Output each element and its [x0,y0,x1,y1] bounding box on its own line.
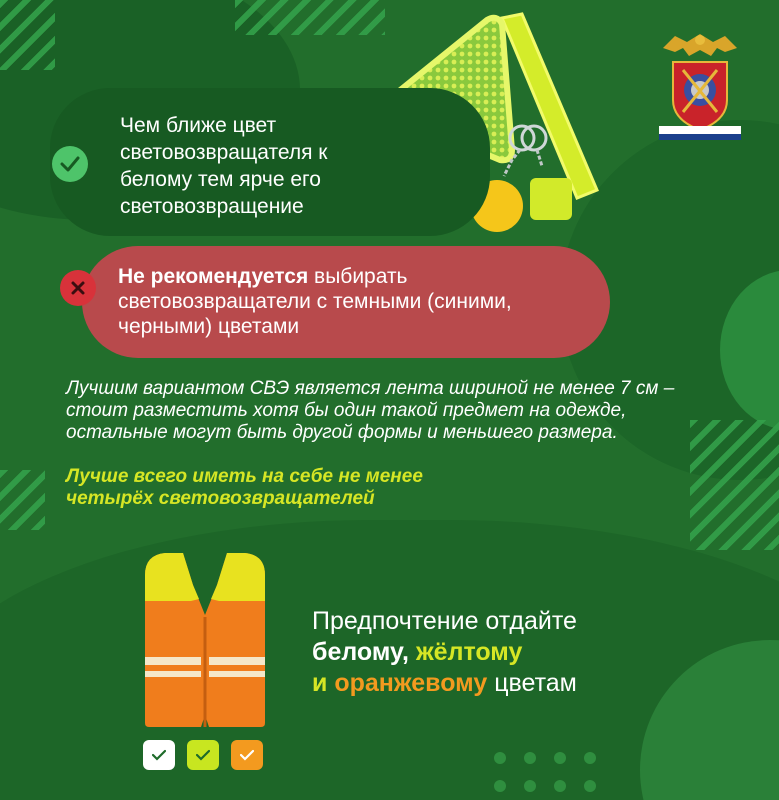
swatch-orange [231,740,263,770]
preference-line3 [312,668,692,699]
info-highlight: Лучше всего иметь на себе не менее четырёх световозвращателей [66,466,423,509]
check-icon [52,146,88,182]
stripes-left-mid [0,470,45,530]
tip-bad-text [118,264,518,339]
preference-white: белому, [312,638,409,666]
reflective-vest-icon [135,545,275,730]
preference-tail: цветам [494,669,577,697]
preference-line2 [312,637,692,668]
preference-text [312,606,692,699]
swatch-white [143,740,175,770]
tip-good-text: Чем ближе цвет световозвращателя к белому тем ярче его световозвращение [120,114,328,218]
tip-bad-rest: выбирать световозвращатели с темными (синими, черными) цветами [118,265,512,338]
tip-bad-bold: Не рекомендуется [118,265,309,288]
cross-icon [60,270,96,306]
swatch-yellow [187,740,219,770]
preference-orange: оранжевому [334,669,488,697]
stripes-top-left [0,0,55,70]
info-paragraph: Лучшим вариантом СВЭ является лента шириной не менее 7 см – стоит разместить хотя бы один такой предмет на одежде, остальные могут быть другой формы и меньшего размера. [66,378,675,443]
preference-yellow: жёлтому [415,638,523,666]
preference-and: и [312,669,328,697]
preference-line1: Предпочтение отдайте [312,607,577,635]
police-emblem-icon [655,28,745,143]
